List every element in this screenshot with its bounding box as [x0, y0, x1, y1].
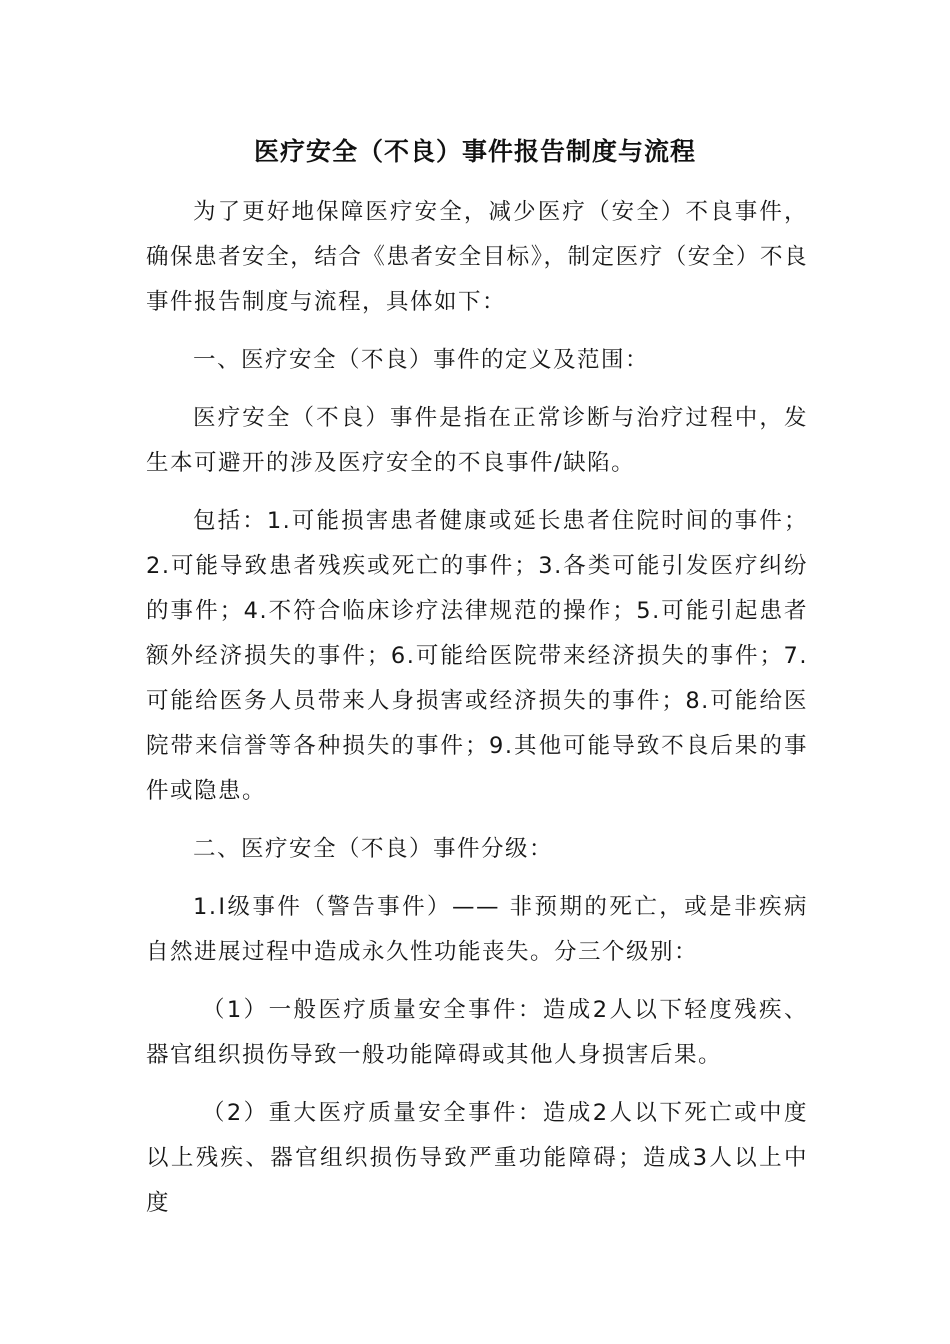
scope-paragraph: 包括：1.可能损害患者健康或延长患者住院时间的事件；2.可能导致患者残疾或死亡的事件；3.各类可能引发医疗纠纷的事件；4.不符合临床诊疗法律规范的操作；5.可能引起患者额外经济损失的事件；6.可能给医院带来经济损失的事件；7.可能给医务人员带来人身损害或经济损失的事件；8.可能给医院带来信誉等各种损失的事件；9.其他可能导致不良后果的事件或隐患。 — [146, 508, 808, 804]
document-title: 医疗安全（不良）事件报告制度与流程 — [253, 137, 696, 166]
intro-paragraph: 为了更好地保障医疗安全，减少医疗（安全）不良事件，确保患者安全，结合《患者安全目标》，制定医疗（安全）不良事件报告制度与流程，具体如下： — [146, 199, 808, 315]
definition-paragraph: 医疗安全（不良）事件是指在正常诊断与治疗过程中，发生本可避开的涉及医疗安全的不良事件/缺陷。 — [146, 405, 808, 476]
general-incident-paragraph: （1）一般医疗质量安全事件：造成2人以下轻度残疾、器官组织损伤导致一般功能障碍或其他人身损害后果。 — [146, 997, 808, 1068]
section-heading-grading: 二、医疗安全（不良）事件分级： — [193, 836, 554, 862]
section-heading-definition: 一、医疗安全（不良）事件的定义及范围： — [193, 347, 650, 373]
document-body — [146, 190, 808, 1239]
level-one-paragraph: 1.Ⅰ级事件（警告事件）—— 非预期的死亡，或是非疾病自然进展过程中造成永久性功能丧失。分三个级别： — [146, 894, 808, 965]
major-incident-paragraph: （2）重大医疗质量安全事件：造成2人以下死亡或中度以上残疾、器官组织损伤导致严重功能障碍；造成3人以上中度 — [146, 1100, 808, 1216]
